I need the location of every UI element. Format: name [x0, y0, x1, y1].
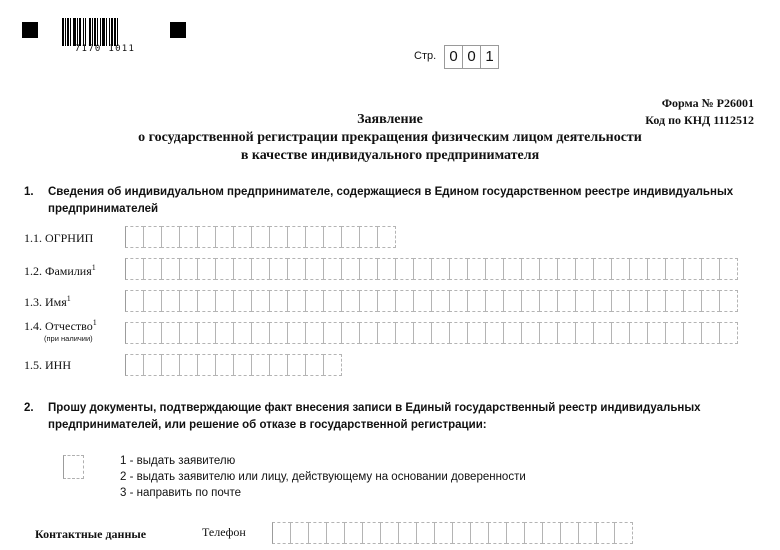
- char-cell[interactable]: [701, 290, 720, 312]
- char-cell[interactable]: [215, 354, 234, 376]
- char-cell[interactable]: [359, 290, 378, 312]
- char-cell[interactable]: [560, 522, 579, 544]
- char-cell[interactable]: [323, 354, 342, 376]
- char-cell[interactable]: [341, 322, 360, 344]
- footnote-ref: 1: [91, 263, 96, 272]
- char-cell[interactable]: [416, 522, 435, 544]
- char-cell[interactable]: [125, 258, 144, 280]
- char-cell[interactable]: [143, 258, 162, 280]
- char-cell[interactable]: [521, 322, 540, 344]
- char-cell[interactable]: [377, 290, 396, 312]
- char-cell[interactable]: [326, 522, 345, 544]
- section-1-heading: [24, 184, 754, 218]
- barcode: [62, 18, 148, 52]
- char-cell[interactable]: [179, 226, 198, 248]
- char-cell[interactable]: [449, 258, 468, 280]
- char-cell[interactable]: [125, 290, 144, 312]
- char-cell[interactable]: [287, 354, 306, 376]
- char-cell[interactable]: [593, 258, 612, 280]
- section-text: Прошу документы, подтверждающие факт внесения записи в Единый государственный реестр индивидуальных предпринимателей, или решение об отказе в государственной регистрации:: [48, 402, 701, 431]
- char-cell[interactable]: [701, 322, 720, 344]
- char-cell[interactable]: [323, 226, 342, 248]
- first-name-label: [24, 294, 71, 310]
- char-cell[interactable]: [215, 322, 234, 344]
- char-cell[interactable]: [470, 522, 489, 544]
- char-cell[interactable]: [215, 226, 234, 248]
- char-cell[interactable]: [683, 290, 702, 312]
- char-cell[interactable]: [665, 290, 684, 312]
- inn-field[interactable]: [125, 354, 341, 376]
- char-cell[interactable]: [287, 258, 306, 280]
- char-cell[interactable]: [197, 226, 216, 248]
- char-cell[interactable]: [269, 354, 288, 376]
- char-cell[interactable]: [575, 322, 594, 344]
- title-line-3: в качестве индивидуального предпринимателя: [240, 148, 540, 163]
- char-cell[interactable]: [485, 258, 504, 280]
- char-cell[interactable]: [341, 258, 360, 280]
- char-cell[interactable]: [179, 290, 198, 312]
- char-cell[interactable]: [539, 290, 558, 312]
- char-cell[interactable]: [233, 226, 252, 248]
- char-cell[interactable]: [701, 258, 720, 280]
- char-cell[interactable]: [323, 322, 342, 344]
- char-cell[interactable]: [305, 258, 324, 280]
- delivery-option-3: 3 - направить по почте: [120, 487, 242, 499]
- patronymic-label: [24, 318, 97, 334]
- char-cell[interactable]: [269, 290, 288, 312]
- char-cell[interactable]: [251, 258, 270, 280]
- char-cell[interactable]: [341, 226, 360, 248]
- char-cell[interactable]: [434, 522, 453, 544]
- char-cell[interactable]: [161, 258, 180, 280]
- char-cell[interactable]: [593, 290, 612, 312]
- char-cell[interactable]: [614, 522, 633, 544]
- char-cell[interactable]: [287, 322, 306, 344]
- char-cell[interactable]: [395, 322, 414, 344]
- char-cell[interactable]: [251, 290, 270, 312]
- char-cell[interactable]: [269, 226, 288, 248]
- char-cell[interactable]: [305, 290, 324, 312]
- char-cell[interactable]: [359, 322, 378, 344]
- char-cell[interactable]: [578, 522, 597, 544]
- char-cell[interactable]: [377, 226, 396, 248]
- char-cell[interactable]: [341, 290, 360, 312]
- char-cell[interactable]: [503, 258, 522, 280]
- char-cell[interactable]: [305, 322, 324, 344]
- char-cell[interactable]: [233, 258, 252, 280]
- char-cell[interactable]: [305, 226, 324, 248]
- char-cell[interactable]: [269, 322, 288, 344]
- char-cell[interactable]: [215, 258, 234, 280]
- char-cell[interactable]: [251, 226, 270, 248]
- char-cell[interactable]: [503, 290, 522, 312]
- char-cell[interactable]: [179, 258, 198, 280]
- char-cell[interactable]: [251, 354, 270, 376]
- char-cell[interactable]: [503, 322, 522, 344]
- section-2-heading: [24, 400, 754, 434]
- phone-label: Телефон: [202, 525, 246, 539]
- char-cell[interactable]: [683, 322, 702, 344]
- inn-label-text: 1.5. ИНН: [24, 358, 71, 372]
- char-cell[interactable]: [398, 522, 417, 544]
- char-cell[interactable]: [611, 322, 630, 344]
- char-cell[interactable]: [593, 322, 612, 344]
- char-cell[interactable]: [125, 226, 144, 248]
- phone-field[interactable]: [272, 522, 632, 544]
- char-cell[interactable]: [233, 290, 252, 312]
- char-cell[interactable]: [719, 258, 738, 280]
- char-cell[interactable]: [683, 258, 702, 280]
- char-cell[interactable]: [161, 322, 180, 344]
- char-cell[interactable]: [362, 522, 381, 544]
- first-name-label-text: 1.3. Имя: [24, 295, 67, 309]
- char-cell[interactable]: [452, 522, 471, 544]
- title-line-2: о государственной регистрации прекращения физическим лицом деятельности: [138, 130, 642, 145]
- char-cell[interactable]: [143, 226, 162, 248]
- char-cell[interactable]: [431, 258, 450, 280]
- ogrnip-field[interactable]: [125, 226, 395, 248]
- char-cell[interactable]: [629, 258, 648, 280]
- section-number: 2.: [24, 402, 34, 414]
- char-cell[interactable]: [629, 322, 648, 344]
- knd-code: Код по КНД 1112512: [645, 113, 754, 127]
- char-cell[interactable]: [344, 522, 363, 544]
- first-name-field[interactable]: [125, 290, 737, 312]
- char-cell[interactable]: [539, 258, 558, 280]
- char-cell[interactable]: [557, 258, 576, 280]
- char-cell[interactable]: [596, 522, 615, 544]
- char-cell[interactable]: [413, 258, 432, 280]
- char-cell[interactable]: [524, 522, 543, 544]
- section-number: 1.: [24, 186, 34, 198]
- barcode-bars: [62, 18, 148, 46]
- form-number: Форма № Р26001: [661, 96, 754, 110]
- barcode-bar: [118, 18, 119, 46]
- section-text: Сведения об индивидуальном предпринимателе, содержащиеся в Едином государственном реестре индивидуальных предпринимателей: [48, 186, 734, 215]
- char-cell[interactable]: [272, 522, 291, 544]
- char-cell[interactable]: [449, 322, 468, 344]
- char-cell[interactable]: [377, 258, 396, 280]
- char-cell[interactable]: [629, 290, 648, 312]
- char-cell[interactable]: [161, 226, 180, 248]
- char-cell[interactable]: [380, 522, 399, 544]
- char-cell[interactable]: [485, 290, 504, 312]
- char-cell[interactable]: [431, 290, 450, 312]
- title-line-1: Заявление: [357, 112, 423, 127]
- char-cell[interactable]: [161, 290, 180, 312]
- char-cell[interactable]: [431, 322, 450, 344]
- char-cell[interactable]: [323, 290, 342, 312]
- registration-marker-right: [170, 22, 186, 38]
- char-cell[interactable]: [467, 258, 486, 280]
- ogrnip-label: [24, 231, 93, 246]
- footnote-ref: 1: [66, 294, 71, 303]
- delivery-option-1: 1 - выдать заявителю: [120, 455, 236, 467]
- char-cell[interactable]: [521, 258, 540, 280]
- char-cell[interactable]: [539, 322, 558, 344]
- char-cell[interactable]: [197, 322, 216, 344]
- char-cell[interactable]: [143, 354, 162, 376]
- char-cell[interactable]: [179, 354, 198, 376]
- char-cell[interactable]: [647, 258, 666, 280]
- char-cell[interactable]: [197, 290, 216, 312]
- patronymic-hint: (при наличии): [44, 334, 93, 343]
- char-cell[interactable]: [521, 290, 540, 312]
- char-cell[interactable]: [719, 290, 738, 312]
- char-cell[interactable]: [179, 322, 198, 344]
- char-cell[interactable]: [449, 290, 468, 312]
- char-cell[interactable]: [161, 354, 180, 376]
- page-label: Стр.: [414, 50, 437, 62]
- document-title: [0, 111, 780, 165]
- char-cell[interactable]: [233, 354, 252, 376]
- char-cell[interactable]: [413, 290, 432, 312]
- char-cell[interactable]: [557, 322, 576, 344]
- footnote-ref: 1: [92, 318, 97, 327]
- page-digit: 0: [462, 45, 481, 69]
- char-cell[interactable]: [485, 322, 504, 344]
- char-cell[interactable]: [377, 322, 396, 344]
- contacts-heading: Контактные данные: [35, 527, 147, 541]
- char-cell[interactable]: [665, 258, 684, 280]
- char-cell[interactable]: [359, 258, 378, 280]
- inn-label: [24, 358, 71, 373]
- char-cell[interactable]: [395, 290, 414, 312]
- char-cell[interactable]: [125, 354, 144, 376]
- surname-label: [24, 263, 96, 279]
- registration-marker-left: [22, 22, 38, 38]
- char-cell[interactable]: [719, 322, 738, 344]
- char-cell[interactable]: [197, 258, 216, 280]
- char-cell[interactable]: [557, 290, 576, 312]
- char-cell[interactable]: [611, 290, 630, 312]
- page-digit: 0: [444, 45, 463, 69]
- surname-field[interactable]: [125, 258, 737, 280]
- char-cell[interactable]: [611, 258, 630, 280]
- char-cell[interactable]: [143, 290, 162, 312]
- barcode-digits: 7170 1011: [74, 44, 136, 54]
- char-cell[interactable]: [542, 522, 561, 544]
- char-cell[interactable]: [575, 258, 594, 280]
- page-digit: 1: [480, 45, 499, 69]
- char-cell[interactable]: [647, 290, 666, 312]
- char-cell[interactable]: [269, 258, 288, 280]
- char-cell[interactable]: [323, 258, 342, 280]
- char-cell[interactable]: [575, 290, 594, 312]
- char-cell[interactable]: [506, 522, 525, 544]
- char-cell[interactable]: [308, 522, 327, 544]
- char-cell[interactable]: [647, 322, 666, 344]
- char-cell[interactable]: [413, 322, 432, 344]
- page-number-cells: [444, 45, 498, 67]
- char-cell[interactable]: [215, 290, 234, 312]
- delivery-option-2: 2 - выдать заявителю или лицу, действующему на основании доверенности: [120, 471, 526, 483]
- char-cell[interactable]: [290, 522, 309, 544]
- delivery-method-box[interactable]: [63, 455, 84, 479]
- patronymic-label-text: 1.4. Отчество: [24, 319, 93, 333]
- char-cell[interactable]: [251, 322, 270, 344]
- char-cell[interactable]: [467, 322, 486, 344]
- char-cell[interactable]: [143, 322, 162, 344]
- char-cell[interactable]: [287, 226, 306, 248]
- char-cell[interactable]: [467, 290, 486, 312]
- patronymic-field[interactable]: [125, 322, 737, 344]
- ogrnip-label-text: 1.1. ОГРНИП: [24, 231, 94, 245]
- char-cell[interactable]: [197, 354, 216, 376]
- char-cell[interactable]: [665, 322, 684, 344]
- char-cell[interactable]: [395, 258, 414, 280]
- char-cell[interactable]: [359, 226, 378, 248]
- surname-label-text: 1.2. Фамилия: [24, 264, 92, 278]
- char-cell[interactable]: [305, 354, 324, 376]
- char-cell[interactable]: [287, 290, 306, 312]
- char-cell[interactable]: [233, 322, 252, 344]
- char-cell[interactable]: [488, 522, 507, 544]
- char-cell[interactable]: [125, 322, 144, 344]
